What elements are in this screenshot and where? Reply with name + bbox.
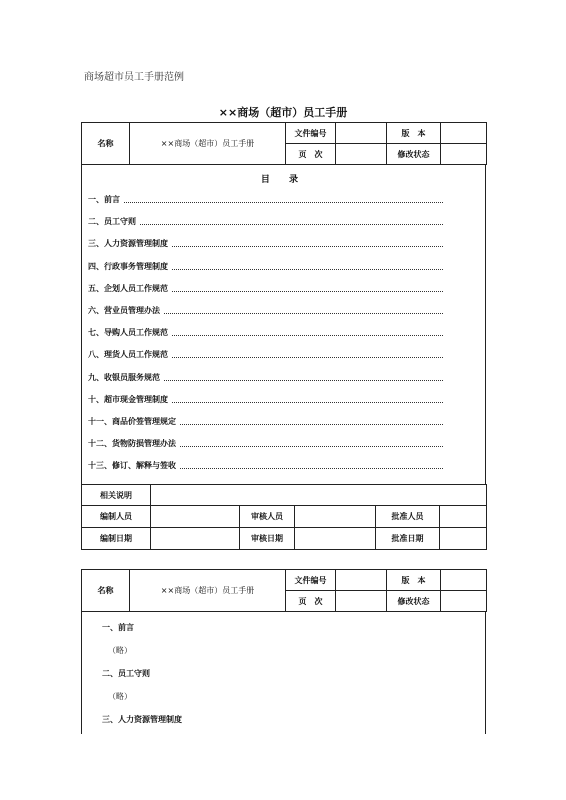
notes-value: [151, 485, 487, 506]
toc-item: 五、企划人员工作规范: [88, 283, 168, 293]
toc-item: 一、前言: [88, 195, 120, 204]
approve-date-label: 批准日期: [376, 528, 440, 550]
section-line: （略）: [108, 646, 132, 655]
compiler-label: 编制人员: [82, 506, 151, 528]
toc-item: 六、营业员管理办法: [88, 306, 160, 315]
toc-leader-dots: [140, 224, 443, 225]
revision-label: 修改状态: [387, 591, 441, 612]
file-no-label: 文件编号: [286, 123, 336, 144]
toc-leader-dots: [180, 468, 443, 469]
revision-label: 修改状态: [387, 144, 441, 165]
revision-value: [441, 591, 487, 612]
page-label: 页 次: [286, 591, 336, 612]
page-label: 页 次: [286, 144, 336, 165]
manual-body: [81, 612, 486, 734]
page-value: [336, 591, 387, 612]
toc-item: 二、员工守则: [88, 217, 136, 227]
page-value: [336, 144, 387, 165]
edition-value: [441, 570, 487, 591]
toc-leader-dots: [180, 424, 443, 425]
toc-heading: 目 录: [260, 175, 307, 185]
approver-value: [440, 506, 487, 528]
toc-leader-dots: [172, 291, 443, 292]
toc-item: 四、行政事务管理制度: [88, 261, 168, 271]
toc-leader-dots: [124, 202, 443, 203]
notes-label: 相关说明: [82, 485, 151, 506]
review-date-value: [295, 528, 376, 550]
revision-value: [441, 144, 487, 165]
toc-item: 十二、货物防损管理办法: [88, 439, 176, 449]
toc-item: 十三、修订、解释与签收: [88, 461, 176, 471]
reviewer-label: 审核人员: [240, 506, 295, 528]
approval-table: [81, 484, 487, 550]
edition-label: 版 本: [387, 570, 441, 591]
toc-leader-dots: [172, 335, 443, 336]
header-table: [81, 122, 487, 165]
toc-item: 七、导购人员工作规范: [88, 328, 168, 338]
toc-leader-dots: [180, 446, 443, 447]
document-title: 商场超市员工手册范例: [84, 72, 184, 83]
section-line: 二、员工守则: [102, 669, 150, 678]
compiler-value: [151, 506, 240, 528]
compile-date-label: 编制日期: [82, 528, 151, 550]
toc-item: 八、理货人员工作规范: [88, 350, 168, 360]
section-line: （略）: [108, 692, 132, 701]
manual-title: ××商场（超市）员工手册: [218, 106, 348, 119]
review-date-label: 审核日期: [240, 528, 295, 550]
edition-value: [441, 123, 487, 144]
toc-leader-dots: [172, 402, 443, 403]
name-label: 名称: [82, 123, 130, 165]
header-table-2: [81, 569, 487, 612]
name-value: ××商场（超市）员工手册: [130, 123, 286, 165]
section-line: 一、前言: [102, 623, 134, 632]
file-no-value: [336, 123, 387, 144]
toc-leader-dots: [172, 269, 443, 270]
toc-item: 九、收银员服务规范: [88, 372, 160, 382]
section-line: 三、人力资源管理制度: [102, 715, 182, 724]
approver-label: 批准人员: [376, 506, 440, 528]
name-label: 名称: [82, 570, 130, 612]
toc-leader-dots: [164, 380, 443, 381]
toc-leader-dots: [164, 313, 443, 314]
file-no-label: 文件编号: [286, 570, 336, 591]
compile-date-value: [151, 528, 240, 550]
approve-date-value: [440, 528, 487, 550]
table-of-contents: [81, 164, 486, 484]
edition-label: 版 本: [387, 123, 441, 144]
toc-item: 十一、商品价签管理规定: [88, 417, 176, 426]
file-no-value: [336, 570, 387, 591]
name-value: ××商场（超市）员工手册: [130, 570, 286, 612]
toc-item: 三、人力资源管理制度: [88, 239, 168, 249]
reviewer-value: [295, 506, 376, 528]
toc-item: 十、超市现金管理制度: [88, 394, 168, 404]
toc-leader-dots: [172, 357, 443, 358]
toc-leader-dots: [172, 246, 443, 247]
